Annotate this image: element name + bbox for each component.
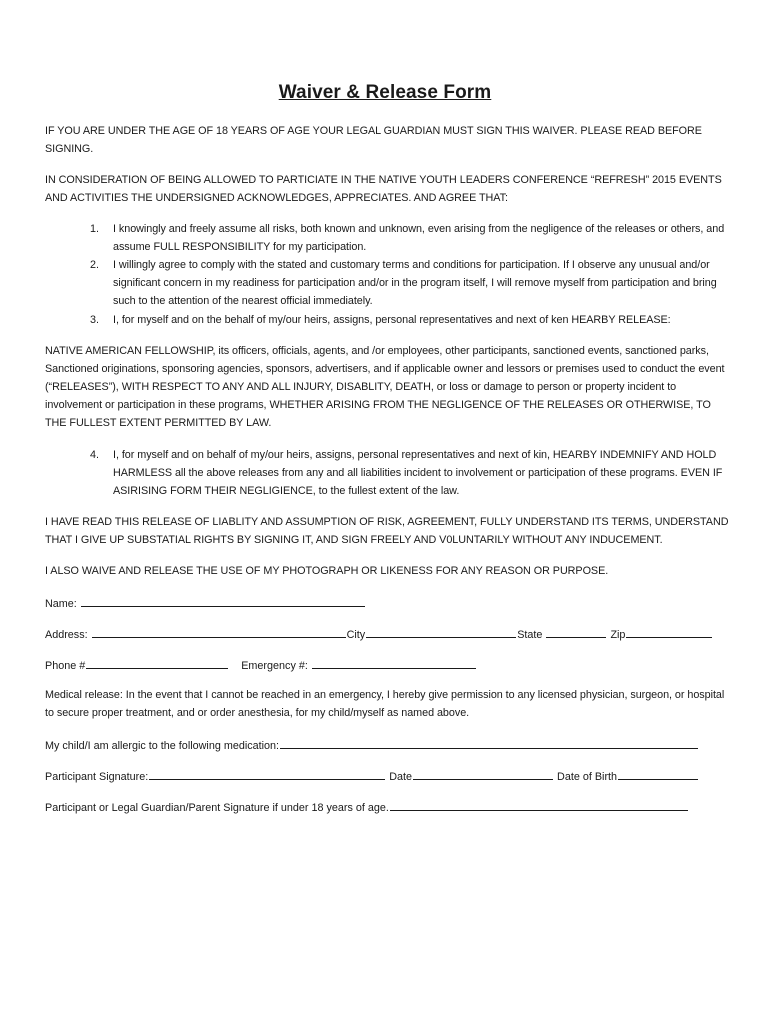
date-label: Date	[389, 771, 413, 783]
emergency-label: Emergency #:	[241, 660, 308, 672]
intro-paragraph	[45, 122, 729, 158]
photo-release-paragraph	[45, 562, 729, 580]
list-item-text: I, for myself and on the behalf of my/our heirs, assigns, personal representatives and next of ken HEARBY RELEASE:	[113, 314, 671, 326]
allergy-field[interactable]	[280, 736, 698, 749]
participant-signature-label: Participant Signature:	[45, 771, 149, 783]
intro-text: IF YOU ARE UNDER THE AGE OF 18 YEARS OF AGE YOUR LEGAL GUARDIAN MUST SIGN THIS WAIVER. PLEASE READ BEFORE SIGNING.	[45, 125, 702, 155]
zip-field[interactable]	[626, 625, 712, 638]
release-text: NATIVE AMERICAN FELLOWSHIP, its officers, officials, agents, and /or employees, other participants, sanctioned events, sanctioned parks, Sanctioned originations, sponsoring agencies, sponsors, advertisers, and if applicable owner and lessors or premises used to conduct the event (“RELEASES”), WITH RESPECT TO ANY AND ALL INJURY, DISABLITY, DEATH, or loss or damage to person or property incident to involvement or participation in these programs, WHETHER ARISING FROM THE NEGLIGENCE OF THE RELEASES OR OTHERWISE, TO THE FULLEST EXTENT PERMITTED BY LAW.	[45, 345, 725, 429]
list-item-text: I knowingly and freely assume all risks, both known and unknown, even arising from the negligence of the releases or others, and assume FULL RESPONSIBILITY for my participation.	[113, 223, 725, 253]
guardian-signature-row	[45, 798, 689, 817]
address-row	[45, 625, 713, 644]
allergy-label: My child/I am allergic to the following medication:	[45, 740, 280, 752]
phone-row	[45, 656, 477, 675]
address-label: Address:	[45, 629, 88, 641]
list-item-text: I, for myself and on behalf of my/our heirs, assigns, personal representatives and next of kin, HEARBY INDEMNIFY AND HOLD HARMLESS all the above releases from any and all liabilities incident to involvement or participation of these programs. EVEN IF ASIRISING FORM THEIR NEGLIGIENCE, to the fullest extent of the law.	[113, 449, 723, 497]
medical-release-paragraph	[45, 686, 729, 722]
participant-signature-field[interactable]	[149, 767, 385, 780]
zip-label: Zip	[610, 629, 626, 641]
list-item-number: 1.	[90, 223, 99, 235]
list-item-number: 2.	[90, 259, 99, 271]
allergy-row	[45, 736, 699, 755]
page-title: Waiver & Release Form	[278, 82, 492, 103]
phone-label: Phone #	[45, 660, 86, 672]
phone-field[interactable]	[86, 656, 228, 669]
dob-label: Date of Birth	[557, 771, 618, 783]
list-item	[45, 446, 729, 500]
guardian-signature-field[interactable]	[390, 798, 688, 811]
acknowledgement-paragraph	[45, 513, 729, 549]
name-field[interactable]	[81, 594, 365, 607]
consideration-text: IN CONSIDERATION OF BEING ALLOWED TO PARTICIATE IN THE NATIVE YOUTH LEADERS CONFERENCE “REFRESH” 2015 EVENTS AND ACTIVITIES THE UNDERSIGNED ACKNOWLEDGES, APPRECIATES. AND AGREE THAT:	[45, 174, 722, 204]
acknowledgement-text: I HAVE READ THIS RELEASE OF LIABLITY AND ASSUMPTION OF RISK, AGREEMENT, FULLY UNDERSTAND ITS TERMS, UNDERSTAND THAT I GIVE UP SUBSTATIAL RIGHTS BY SIGNING IT, AND SIGN FREELY AND V0LUNTARILY WITHOUT ANY INDUCEMENT.	[45, 516, 729, 546]
consideration-paragraph	[45, 171, 729, 207]
list-item-number: 3.	[90, 314, 99, 326]
address-field[interactable]	[92, 625, 346, 638]
city-field[interactable]	[366, 625, 516, 638]
list-item	[45, 256, 729, 310]
state-field[interactable]	[546, 625, 606, 638]
state-label: State	[517, 629, 543, 641]
dob-field[interactable]	[618, 767, 698, 780]
guardian-signature-label: Participant or Legal Guardian/Parent Signature if under 18 years of age.	[45, 802, 389, 814]
photo-release-text: I ALSO WAIVE AND RELEASE THE USE OF MY PHOTOGRAPH OR LIKENESS FOR ANY REASON OR PURPOSE.	[45, 565, 609, 577]
list-item-text: I willingly agree to comply with the stated and customary terms and conditions for participation. If I observe any unusual and/or significant concern in my readiness for participation and/or in the program itself, I will remove myself from participation and bring such to the attention of the nearest official immediately.	[113, 259, 717, 307]
city-label: City	[346, 629, 366, 641]
list-item	[45, 220, 729, 256]
list-item	[45, 311, 729, 329]
list-item-number: 4.	[90, 449, 99, 461]
release-paragraph	[45, 342, 729, 432]
name-label: Name:	[45, 598, 77, 610]
name-row	[45, 594, 366, 613]
emergency-field[interactable]	[312, 656, 476, 669]
medical-release-text: Medical release: In the event that I cannot be reached in an emergency, I hereby give permission to any licensed physician, surgeon, or hospital to secure proper treatment, and or order anesthesia, for my child/myself as named above.	[45, 689, 725, 719]
participant-signature-row	[45, 767, 699, 786]
date-field[interactable]	[413, 767, 553, 780]
